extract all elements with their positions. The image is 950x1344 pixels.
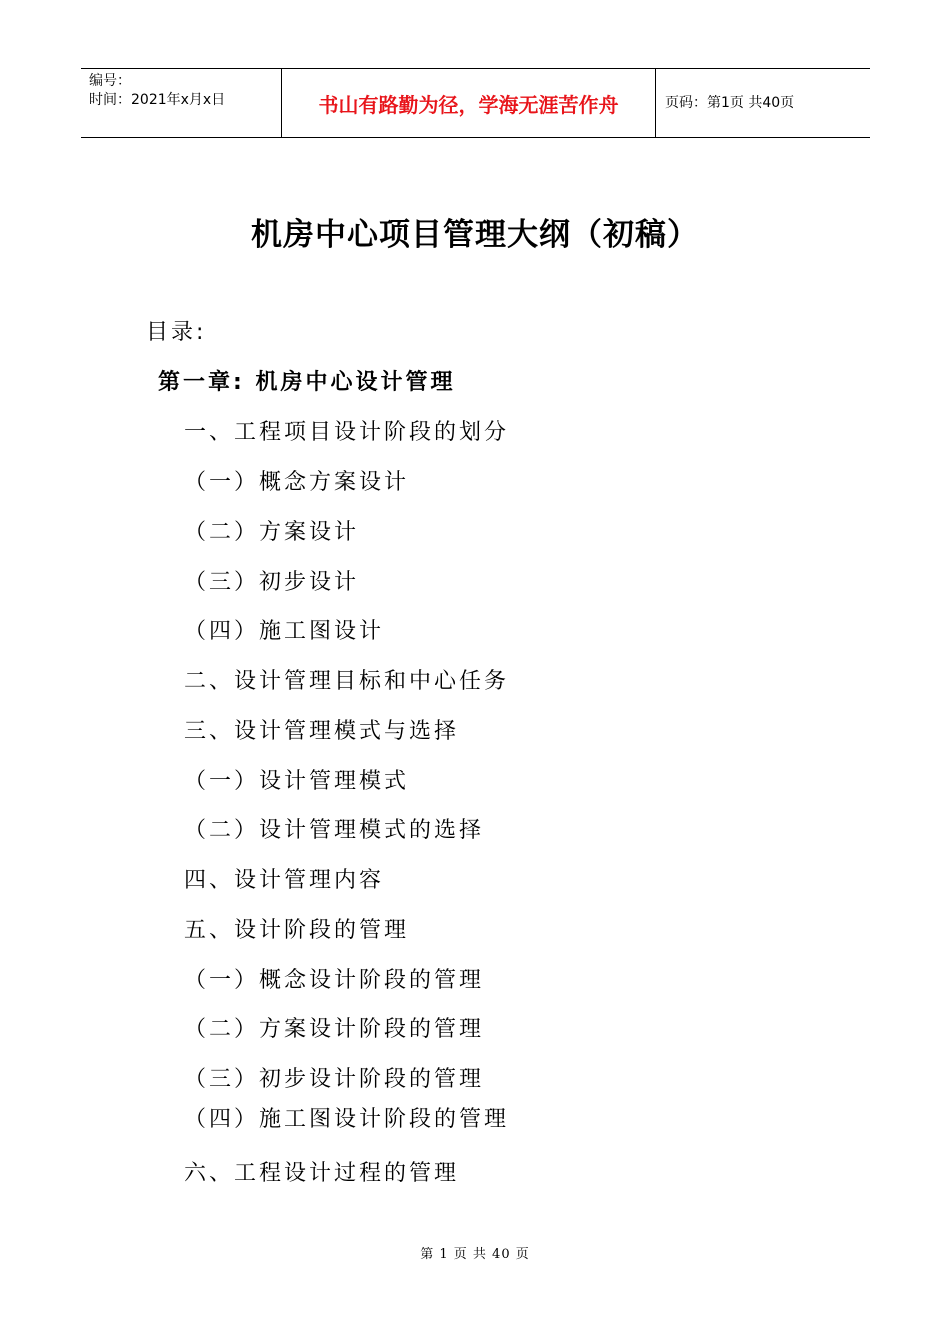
header-meta-cell (81, 69, 281, 137)
toc-item: （四）施工图设计 (184, 619, 385, 644)
toc-item: （二）方案设计 (184, 520, 360, 545)
header-motto: 书山有路勤为径，学海无涯苦作舟 (318, 93, 619, 117)
toc-item: （一）概念方案设计 (184, 470, 410, 495)
page-footer: 第 1 页 共 40 页 (420, 1247, 530, 1262)
toc-item: 二、设计管理目标和中心任务 (184, 669, 510, 694)
header-motto-cell (281, 69, 656, 137)
toc-item: （二）方案设计阶段的管理 (184, 1017, 485, 1042)
page-header (81, 68, 870, 138)
toc-item: （三）初步设计 (184, 570, 360, 595)
header-page-info: 页码：第1页 共40页 (665, 95, 795, 111)
toc-item: （一）概念设计阶段的管理 (184, 968, 485, 993)
header-page-cell (655, 69, 870, 137)
toc-item: 五、设计阶段的管理 (184, 918, 410, 943)
toc-item: 三、设计管理模式与选择 (184, 719, 460, 744)
toc-item: （三）初步设计阶段的管理 (184, 1067, 485, 1092)
document-title: 机房中心项目管理大纲（初稿） (251, 217, 699, 253)
document-number-label: 编号： (89, 73, 131, 89)
toc-item: 六、工程设计过程的管理 (184, 1161, 460, 1186)
toc-label: 目录: (146, 320, 207, 345)
toc-item: （一）设计管理模式 (184, 769, 410, 794)
toc-chapter-heading: 第一章: 机房中心设计管理 (158, 370, 456, 395)
toc-item: 一、工程项目设计阶段的划分 (184, 420, 510, 445)
document-date: 时间：2021年x月x日 (89, 92, 226, 108)
toc-item: 四、设计管理内容 (184, 868, 385, 893)
toc-item: （四）施工图设计阶段的管理 (184, 1107, 510, 1132)
toc-item: （二）设计管理模式的选择 (184, 818, 485, 843)
